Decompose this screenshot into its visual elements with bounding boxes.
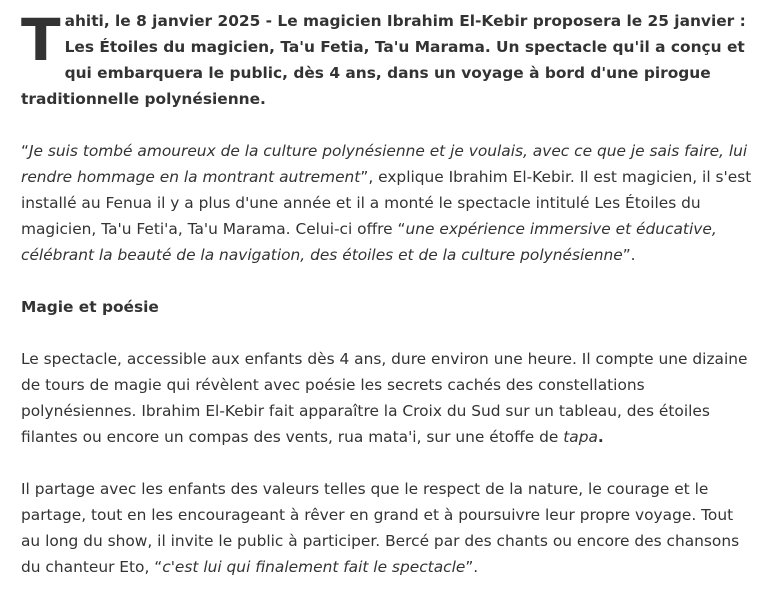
lead-paragraph <box>21 8 755 112</box>
article-body <box>21 8 755 580</box>
section-heading: Magie et poésie <box>21 298 159 316</box>
spacer <box>21 320 755 346</box>
paragraph-text: Il partage avec les enfants des valeurs telles que le respect de la nature, le courage et le partage, tout en les encourageant à rêver en grand et à poursuivre leur propre voyage. Tout au long du show, il invite le public à participer. Bercé par des chants ou encore des chansons du chanteur Eto, “ <box>21 480 740 576</box>
lead-text: ahiti, le 8 janvier 2025 - Le magicien Ibrahim El-Kebir proposera le 25 janvier : Les Étoiles du magicien, Ta'u Fetia, Ta'u Marama. Un spectacle qu'il a conçu et qui embarquera le public, dès 4 ans, dans un voyage à bord d'une pirogue traditionnelle polynésienne. <box>21 12 746 108</box>
paragraph-text: Le spectacle, accessible aux enfants dès 4 ans, dure environ une heure. Il compte une dizaine de tours de magie qui révèlent avec poésie les secrets cachés des constellations polynésiennes. Ibrahim El-Kebir fait apparaître la Croix du Sud sur un tableau, des étoiles filantes ou encore un compas des vents, rua mata'i, sur une étoffe de <box>21 350 748 446</box>
spacer <box>21 450 755 476</box>
italic-word: tapa <box>563 428 598 446</box>
quote-text: c'est lui qui finalement fait le spectacle <box>162 558 466 576</box>
quote-text-1: Je suis tombé amoureux de la culture polynésienne et je voulais, avec ce que je sais faire, lui rendre hommage en la montrant autrement <box>21 142 748 186</box>
open-quote: “ <box>21 142 29 160</box>
quote-text-2: une expérience immersive et éducative, célébrant la beauté de la navigation, des étoiles et de la culture polynésienne <box>21 220 717 264</box>
paragraph-end: . <box>597 428 604 446</box>
paragraph-quote <box>21 138 755 268</box>
drop-cap: T <box>21 6 61 74</box>
close-quote: ”. <box>465 558 479 576</box>
close-quote: ”. <box>622 246 636 264</box>
paragraph-magic <box>21 346 755 450</box>
paragraph-text: ”, explique Ibrahim El-Kebir. Il est magicien, il s'est installé au Fenua il y a plus d'une année et il a monté le spectacle intitulé Les Étoiles du magicien, Ta'u Feti'a, Ta'u Marama. Celui-ci offre “ <box>21 168 752 238</box>
paragraph-values <box>21 476 755 580</box>
spacer <box>21 268 755 294</box>
spacer <box>21 112 755 138</box>
